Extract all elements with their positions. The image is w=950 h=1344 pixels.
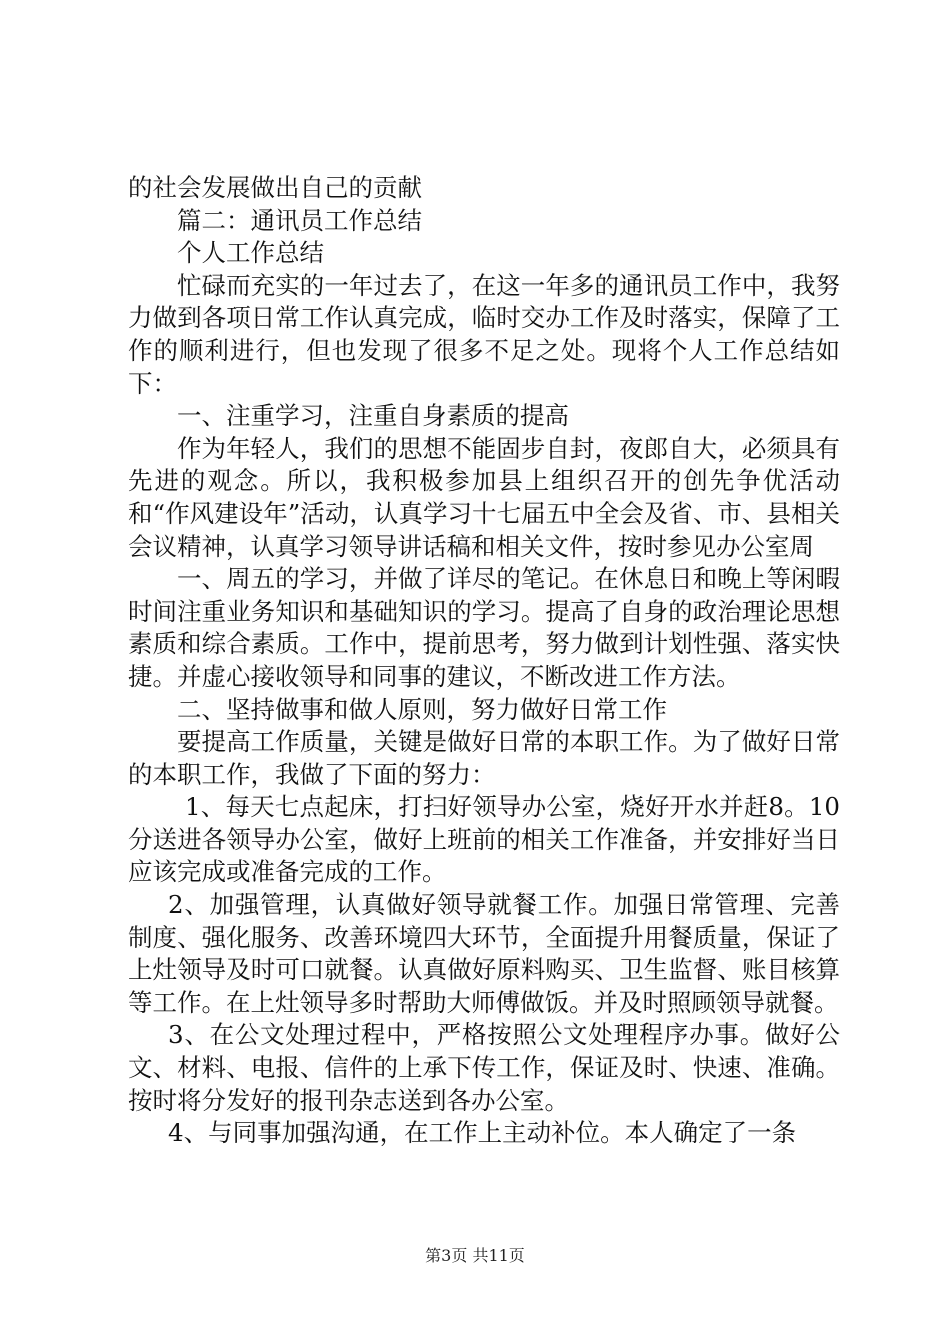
list-item-4: 4、与同事加强沟通，在工作上主动补位。本人确定了一条	[168, 1118, 797, 1148]
section-heading: 篇二：通讯员工作总结	[177, 205, 422, 235]
paragraph-intro: 忙碌而充实的一年过去了，在这一年多的通讯员工作中，我努力做到各项日常工作认真完成，临时交办工作及时落实，保障了工作的顺利进行，但也发现了很多不足之处。现将个人工作总结如下：	[128, 270, 840, 398]
list-item-3: 3、在公文处理过程中，严格按照公文处理程序办事。做好公文、材料、电报、信件的上承下传工作，保证及时、快速、准确。按时将分发好的报刊杂志送到各办公室。	[128, 1020, 840, 1115]
heading-study: 一、注重学习，注重自身素质的提高	[177, 401, 569, 431]
document-title: 个人工作总结	[177, 238, 324, 268]
paragraph-study: 作为年轻人，我们的思想不能固步自封，夜郎自大，必须具有先进的观念。所以，我积极参加县上组织召开的创先争优活动和“作风建设年”活动，认真学习十七届五中全会及省、市、县相关会议精神，认真学习领导讲话稿和相关文件，按时参见办公室周	[128, 433, 840, 561]
list-item-1: 1、每天七点起床，打扫好领导办公室，烧好开水并赶8。10分送进各领导办公室，做好上班前的相关工作准备，并安排好当日应该完成或准备完成的工作。	[128, 792, 840, 887]
heading-daily-work: 二、坚持做事和做人原则，努力做好日常工作	[177, 694, 667, 724]
document-body	[128, 172, 840, 1150]
list-item-2: 2、加强管理，认真做好领导就餐工作。加强日常管理、完善制度、强化服务、改善环境四大环节，全面提升用餐质量，保证了上灶领导及时可口就餐。认真做好原料购买、卫生监督、账目核算等工作。在上灶领导多时帮助大师傅做饭。并及时照顾领导就餐。	[128, 890, 840, 1017]
paragraph-daily-work: 要提高工作质量，关键是做好日常的本职工作。为了做好日常的本职工作，我做了下面的努力：	[128, 727, 840, 789]
page-number: 第3页 共11页	[425, 1246, 525, 1265]
paragraph-continuation: 的社会发展做出自己的贡献	[128, 173, 422, 202]
paragraph-friday-study: 一、周五的学习，并做了详尽的笔记。在休息日和晚上等闲暇时间注重业务知识和基础知识的学习。提高了自身的政治理论思想素质和综合素质。工作中，提前思考，努力做到计划性强、落实快捷。并虚心接收领导和同事的建议，不断改进工作方法。	[128, 564, 840, 691]
